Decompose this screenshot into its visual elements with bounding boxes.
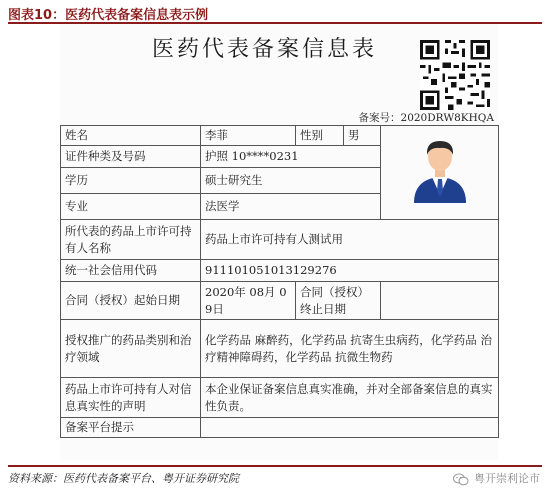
end-date-label: 合同（授权）终止日期	[296, 282, 381, 320]
watermark	[453, 470, 541, 486]
source-note: 资料来源：医药代表备案平台、粤开证券研究院	[8, 465, 542, 486]
start-date-value: 2020年 08月 09日	[201, 282, 296, 320]
id-value: 护照 10****0231	[201, 146, 381, 168]
qr-code-icon	[420, 40, 490, 110]
major-value: 法医学	[201, 194, 381, 220]
platform-hint-label: 备案平台提示	[61, 418, 201, 438]
end-date-value	[381, 282, 499, 320]
statement-value: 本企业保证备案信息真实准确，并对全部备案信息的真实性负责。	[201, 378, 499, 418]
record-number: 备案号：2020DRW8KHQA	[358, 112, 494, 124]
wechat-icon	[453, 473, 469, 486]
photo-cell	[381, 126, 499, 220]
start-date-label: 合同（授权）起始日期	[61, 282, 201, 320]
category-label: 授权推广的药品类别和治疗领域	[61, 320, 201, 378]
document-title: 医药代表备案信息表	[152, 37, 378, 62]
platform-hint-value	[201, 418, 499, 438]
edu-value: 硕士研究生	[201, 168, 381, 194]
category-value: 化学药品 麻醉药，化学药品 抗寄生虫病药，化学药品 治疗精神障碍药，化学药品 抗微生物药	[201, 320, 499, 378]
name-label: 姓名	[61, 126, 201, 146]
gender-label: 性别	[296, 126, 344, 146]
mah-value: 药品上市许可持有人测试用	[201, 220, 499, 260]
credit-label: 统一社会信用代码	[61, 260, 201, 282]
filing-document	[60, 24, 498, 460]
person-avatar-icon	[408, 137, 472, 203]
name-value: 李菲	[201, 126, 296, 146]
credit-value: 911101051013129276	[201, 260, 499, 282]
mah-label: 所代表的药品上市许可持有人名称	[61, 220, 201, 260]
id-label: 证件种类及号码	[61, 146, 201, 168]
statement-label: 药品上市许可持有人对信息真实性的声明	[61, 378, 201, 418]
watermark-text: 粤开崇利论市	[474, 472, 540, 485]
gender-value: 男	[344, 126, 381, 146]
figure-title: 图表10：医药代表备案信息表示例	[8, 4, 542, 24]
major-label: 专业	[61, 194, 201, 220]
edu-label: 学历	[61, 168, 201, 194]
info-table	[60, 125, 499, 438]
